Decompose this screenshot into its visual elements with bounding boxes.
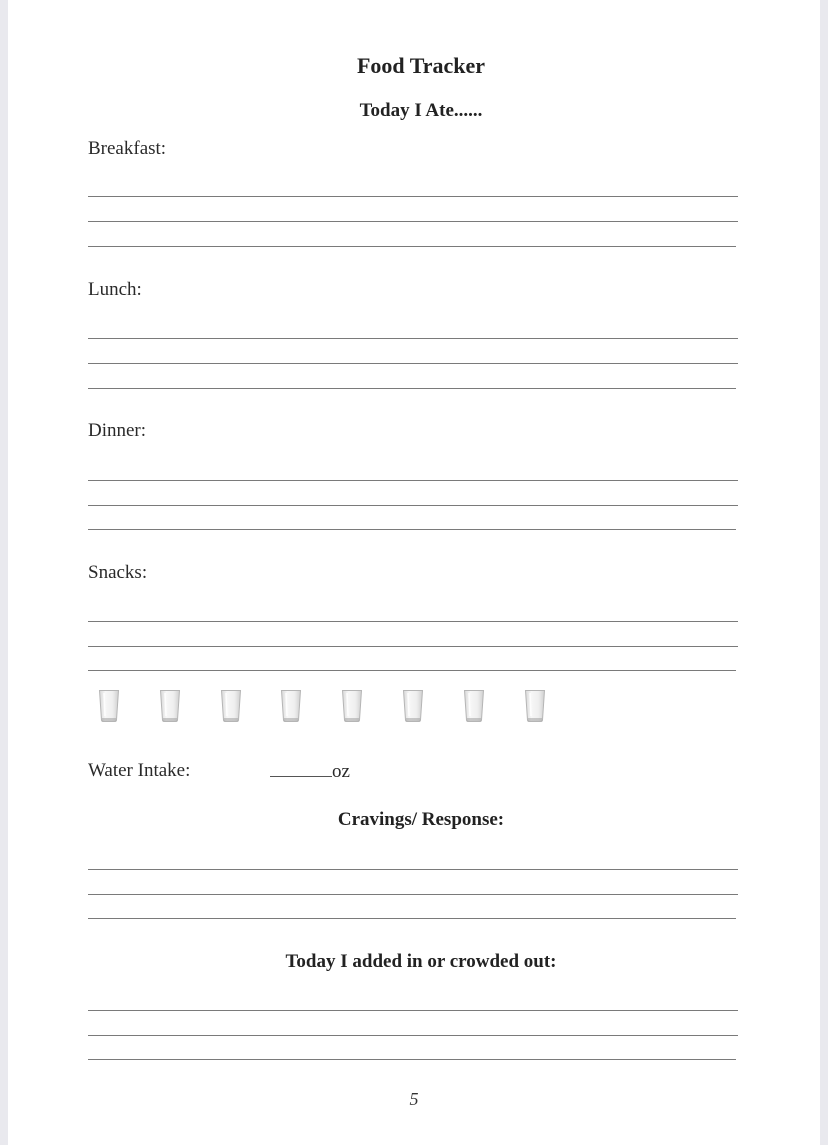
snacks-label: Snacks: xyxy=(88,562,148,583)
cravings-heading: Cravings/ Response: xyxy=(337,809,505,830)
water-glass-icon[interactable] xyxy=(159,689,181,723)
snacks-line-2[interactable] xyxy=(88,646,738,647)
water-intake-label: Water Intake: xyxy=(88,760,191,781)
added-line-3[interactable] xyxy=(88,1059,736,1060)
water-glass-icon[interactable] xyxy=(341,689,363,723)
snacks-line-1[interactable] xyxy=(88,621,738,622)
water-intake-field[interactable] xyxy=(270,760,350,783)
water-glass-icon[interactable] xyxy=(220,689,242,723)
cravings-line-3[interactable] xyxy=(88,918,736,919)
cravings-line-2[interactable] xyxy=(88,894,738,895)
water-glass-icon[interactable] xyxy=(524,689,546,723)
page-subtitle: Today I Ate...... xyxy=(359,100,483,121)
breakfast-line-1[interactable] xyxy=(88,196,738,197)
water-glass-icon[interactable] xyxy=(463,689,485,723)
page-number: 5 xyxy=(409,1089,419,1109)
water-glass-icon[interactable] xyxy=(280,689,302,723)
cravings-line-1[interactable] xyxy=(88,869,738,870)
breakfast-label: Breakfast: xyxy=(88,138,167,159)
water-glass-icon[interactable] xyxy=(98,689,120,723)
dinner-line-2[interactable] xyxy=(88,505,738,506)
dinner-line-1[interactable] xyxy=(88,480,738,481)
page-title: Food Tracker xyxy=(356,53,486,78)
dinner-line-3[interactable] xyxy=(88,529,736,530)
dinner-label: Dinner: xyxy=(88,420,147,441)
water-intake-unit: oz xyxy=(332,761,350,782)
lunch-line-3[interactable] xyxy=(88,388,736,389)
added-line-2[interactable] xyxy=(88,1035,738,1036)
lunch-line-2[interactable] xyxy=(88,363,738,364)
breakfast-line-3[interactable] xyxy=(88,246,736,247)
lunch-line-1[interactable] xyxy=(88,338,738,339)
added-crowded-heading: Today I added in or crowded out: xyxy=(285,951,557,972)
water-glass-icon[interactable] xyxy=(402,689,424,723)
breakfast-line-2[interactable] xyxy=(88,221,738,222)
water-intake-blank[interactable] xyxy=(270,760,332,777)
lunch-label: Lunch: xyxy=(88,279,142,300)
added-line-1[interactable] xyxy=(88,1010,738,1011)
snacks-line-3[interactable] xyxy=(88,670,736,671)
